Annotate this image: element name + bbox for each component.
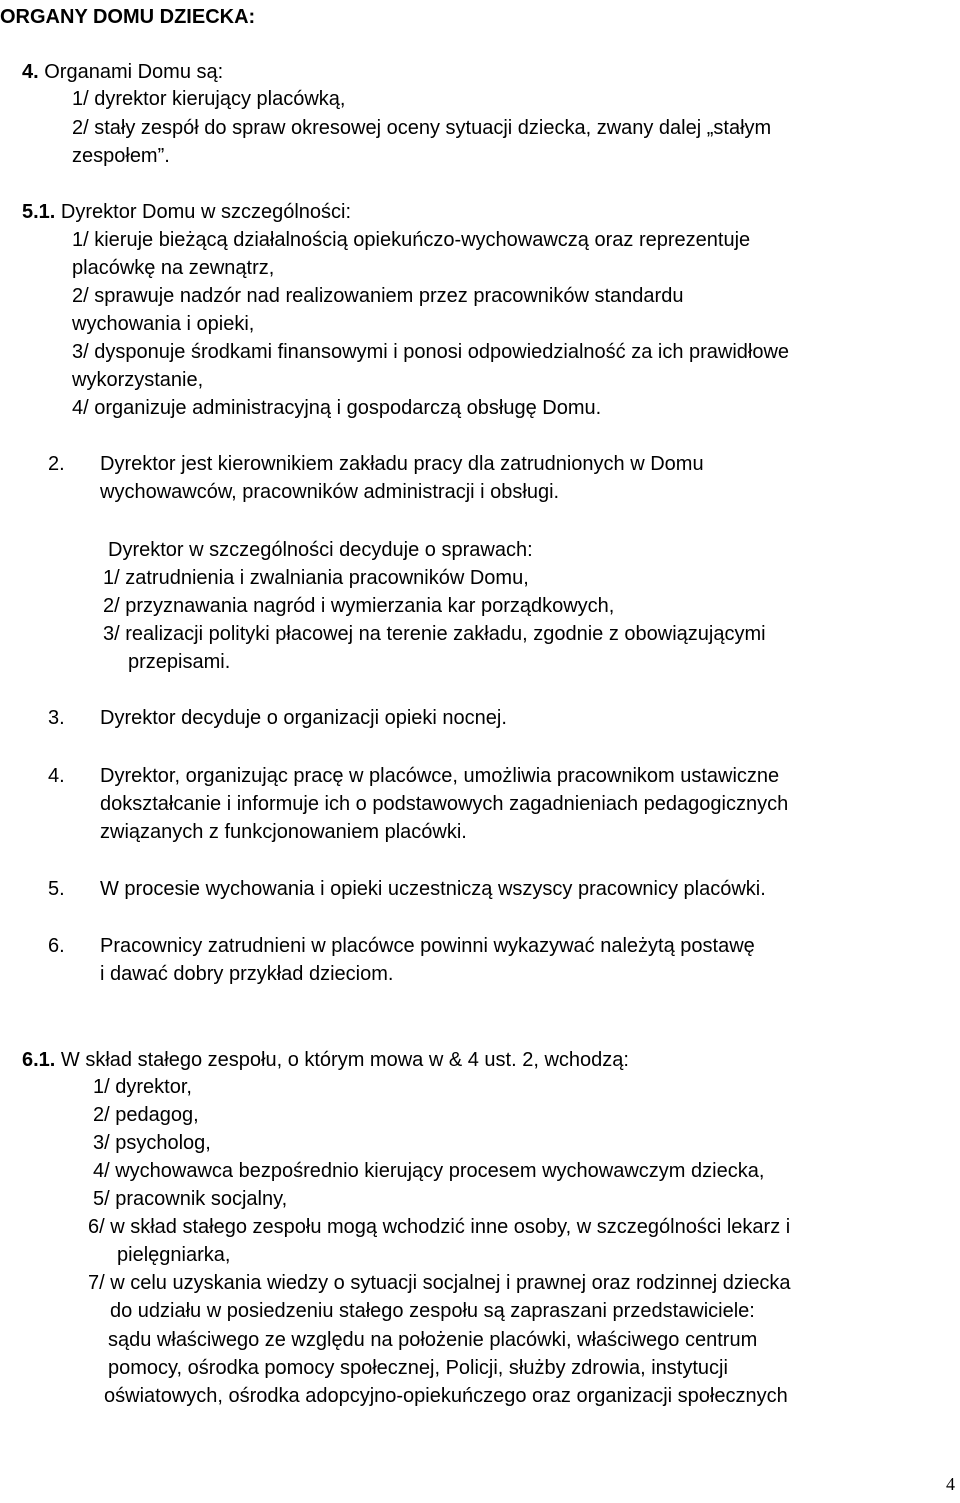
section-6-1-line: 2/ pedagog, xyxy=(93,1104,199,1126)
section-4-item-2-cont: zespołem”. xyxy=(72,145,170,167)
paragraph-6-line: Pracownicy zatrudnieni w placówce powinni wykazywać należytą postawę xyxy=(100,935,755,957)
paragraph-6-number: 6. xyxy=(48,935,65,957)
section-6-1-line: pielęgniarka, xyxy=(117,1244,231,1266)
paragraph-3-number: 3. xyxy=(48,707,65,729)
section-5-1-line: placówkę na zewnątrz, xyxy=(72,257,275,279)
paragraph-4-line: Dyrektor, organizując pracę w placówce, umożliwia pracownikom ustawiczne xyxy=(100,765,780,787)
paragraph-2-number: 2. xyxy=(48,453,65,475)
paragraph-6-line: i dawać dobry przykład dzieciom. xyxy=(100,963,394,985)
section-6-1-line: do udziału w posiedzeniu stałego zespołu są zapraszani przedstawiciele: xyxy=(110,1300,755,1322)
section-4-intro xyxy=(22,60,223,84)
section-6-1-line: 3/ psycholog, xyxy=(93,1132,211,1154)
section-4-intro-text: Organami Domu są: xyxy=(38,61,224,83)
section-6-1-line: 7/ w celu uzyskania wiedzy o sytuacji socjalnej i prawnej oraz rodzinnej dziecka xyxy=(88,1272,791,1294)
section-5-1-line: wykorzystanie, xyxy=(72,369,204,391)
section-6-1-line: 6/ w skład stałego zespołu mogą wchodzić inne osoby, w szczególności lekarz i xyxy=(88,1216,791,1238)
director-decides-line: 2/ przyznawania nagród i wymierzania kar porządkowych, xyxy=(103,595,615,617)
director-decides-line: 3/ realizacji polityki płacowej na terenie zakładu, zgodnie z obowiązującymi xyxy=(103,623,766,645)
section-6-1-line: 1/ dyrektor, xyxy=(93,1076,192,1098)
section-6-1-line: pomocy, ośrodka pomocy społecznej, Policji, służby zdrowia, instytucji xyxy=(108,1357,728,1379)
section-5-1-line: wychowania i opieki, xyxy=(72,313,255,335)
section-6-1-line: 5/ pracownik socjalny, xyxy=(93,1188,288,1210)
director-decides-line: przepisami. xyxy=(128,651,231,673)
section-6-1-intro xyxy=(22,1048,629,1072)
paragraph-2-line: Dyrektor jest kierownikiem zakładu pracy dla zatrudnionych w Domu xyxy=(100,453,704,475)
section-6-1-line: oświatowych, ośrodka adopcyjno-opiekuńczego oraz organizacji społecznych xyxy=(104,1385,788,1407)
section-5-1-line: 1/ kieruje bieżącą działalnością opiekuńczo-wychowawczą oraz reprezentuje xyxy=(72,229,751,251)
section-6-1-number: 6.1. xyxy=(22,1049,56,1071)
paragraph-3-text: Dyrektor decyduje o organizacji opieki nocnej. xyxy=(100,707,507,729)
paragraph-5-text: W procesie wychowania i opieki uczestniczą wszyscy pracownicy placówki. xyxy=(100,878,766,900)
page-heading: ORGANY DOMU DZIECKA: xyxy=(0,6,256,28)
paragraph-4-line: dokształcanie i informuje ich o podstawowych zagadnieniach pedagogicznych xyxy=(100,793,789,815)
section-4-item-2: 2/ stały zespół do spraw okresowej oceny sytuacji dziecka, zwany dalej „stałym xyxy=(72,117,772,139)
paragraph-5-number: 5. xyxy=(48,878,65,900)
section-4-item-1: 1/ dyrektor kierujący placówką, xyxy=(72,88,346,110)
section-5-1-number: 5.1. xyxy=(22,201,56,223)
director-decides-intro: Dyrektor w szczególności decyduje o sprawach: xyxy=(108,539,533,561)
section-6-1-line: sądu właściwego ze względu na położenie placówki, właściwego centrum xyxy=(108,1329,758,1351)
section-5-1-intro xyxy=(22,200,351,224)
paragraph-4-number: 4. xyxy=(48,765,65,787)
section-4-number: 4. xyxy=(22,61,39,83)
section-6-1-line: 4/ wychowawca bezpośrednio kierujący procesem wychowawczym dziecka, xyxy=(93,1160,765,1182)
paragraph-4-line: związanych z funkcjonowaniem placówki. xyxy=(100,821,467,843)
section-5-1-line: 4/ organizuje administracyjną i gospodarczą obsługę Domu. xyxy=(72,397,602,419)
section-5-1-intro-text: Dyrektor Domu w szczególności: xyxy=(55,201,352,223)
section-5-1-line: 2/ sprawuje nadzór nad realizowaniem przez pracowników standardu xyxy=(72,285,684,307)
director-decides-line: 1/ zatrudnienia i zwalniania pracowników Domu, xyxy=(103,567,529,589)
section-6-1-intro-text: W skład stałego zespołu, o którym mowa w & 4 ust. 2, wchodzą: xyxy=(55,1049,629,1071)
page-number: 4 xyxy=(946,1474,955,1494)
section-5-1-line: 3/ dysponuje środkami finansowymi i ponosi odpowiedzialność za ich prawidłowe xyxy=(72,341,790,363)
paragraph-2-line: wychowawców, pracowników administracji i obsługi. xyxy=(100,481,560,503)
